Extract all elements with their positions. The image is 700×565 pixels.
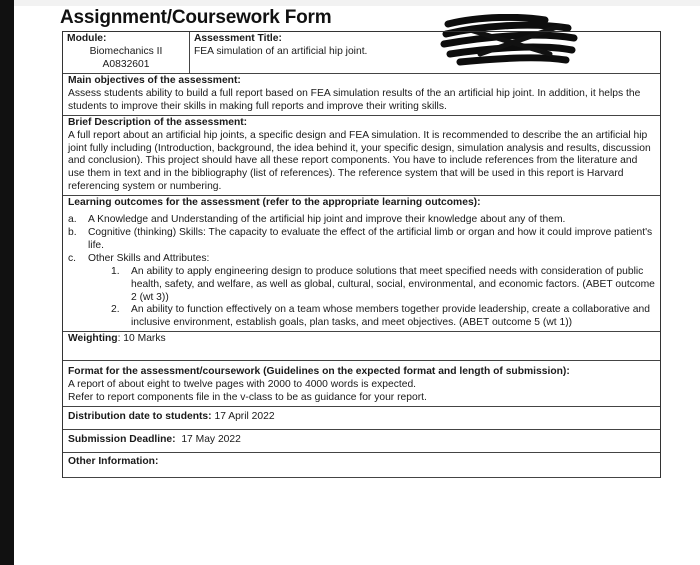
header-row <box>63 32 660 74</box>
objectives-heading: Main objectives of the assessment: <box>68 75 241 86</box>
distribution-label: Distribution date to students: <box>68 410 212 422</box>
distribution-section <box>63 407 660 430</box>
module-label: Module: <box>67 33 107 44</box>
top-edge-strip <box>14 0 700 6</box>
outcome-item <box>68 253 656 266</box>
deadline-label: Submission Deadline: <box>68 433 176 445</box>
outcome-text: A Knowledge and Understanding of the artificial hip joint and improve their knowledge about any of them. <box>88 214 566 226</box>
outcome-marker: b. <box>68 226 77 238</box>
objectives-section <box>63 74 660 116</box>
format-heading: Format for the assessment/coursework (Guidelines on the expected format and length of submission): <box>68 366 570 378</box>
objectives-text: Assess students ability to build a full report based on FEA simulation results of the an artificial hip joint. In addition, it helps the students to improve their skills in making full reports and improve their writing skills. <box>68 87 641 112</box>
module-cell <box>63 32 190 73</box>
description-section <box>63 116 660 196</box>
outcome-item <box>68 227 656 253</box>
outcome-text: Cognitive (thinking) Skills: The capacity to evaluate the effect of the artificial limb or organ and how it could improve patient's life. <box>88 226 653 251</box>
weighting-section <box>63 332 660 361</box>
module-code: A0832601 <box>102 58 150 70</box>
sub-outcome-marker: 2. <box>111 304 120 316</box>
assessment-title-label: Assessment Title: <box>194 33 282 44</box>
weighting-label: Weighting <box>68 333 118 345</box>
sub-outcome-marker: 1. <box>111 265 120 277</box>
sub-outcome-text: An ability to function effectively on a team whose members together provide leadership, create a collaborative and inclusive environment, establish goals, plan tasks, and meet objectives. (ABET outcome 5 (wt 1)) <box>131 304 650 329</box>
form-title: Assignment/Coursework Form <box>60 7 332 28</box>
sub-outcome-item <box>111 266 656 305</box>
other-info-label: Other Information: <box>68 455 159 467</box>
deadline-section <box>63 430 660 453</box>
assessment-title-cell <box>190 32 660 73</box>
deadline-date: 17 May 2022 <box>181 433 241 445</box>
sub-outcome-item <box>111 304 656 330</box>
left-edge-bar <box>0 0 14 565</box>
sub-outcomes-list <box>68 266 656 331</box>
format-line-1: A report of about eight to twelve pages with 2000 to 4000 words is expected. <box>68 379 417 391</box>
assessment-title: FEA simulation of an artificial hip joint. <box>194 45 368 57</box>
format-section <box>63 361 660 407</box>
outcome-marker: a. <box>68 214 77 226</box>
sub-outcome-text: An ability to apply engineering design to produce solutions that meet specified needs with consideration of public health, safety, and welfare, as well as global, cultural, social, environmental, and economic factors. (ABET outcome 2 (wt 3)) <box>131 265 655 303</box>
description-heading: Brief Description of the assessment: <box>68 116 248 128</box>
module-name: Biomechanics II <box>89 45 163 57</box>
other-info-section <box>63 453 660 478</box>
outcome-marker: c. <box>68 252 77 264</box>
description-text: A full report about an artificial hip joints, a specific design and FEA simulation. It is recommended to describe the an artificial hip joint fully including (Introduction, background, the idea behind it, your specific design, simulation analysis and results, discussion and conclusion). This project should have all these report components. You have to include references from the literature and use them in text and in the bibliography (list of references). The reference system that will be used in this report is Harvard referencing system or numbering. <box>68 129 651 193</box>
weighting-value: : 10 Marks <box>117 333 166 345</box>
outcomes-heading: Learning outcomes for the assessment (refer to the appropriate learning outcomes): <box>68 197 481 209</box>
coursework-form <box>62 31 661 478</box>
outcome-item <box>68 214 656 227</box>
outcomes-list <box>68 214 656 266</box>
outcomes-section <box>63 196 660 332</box>
distribution-date: 17 April 2022 <box>214 410 275 422</box>
outcome-text: Other Skills and Attributes: <box>88 252 210 264</box>
format-line-2: Refer to report components file in the v-class to be as guidance for your report. <box>68 392 427 404</box>
